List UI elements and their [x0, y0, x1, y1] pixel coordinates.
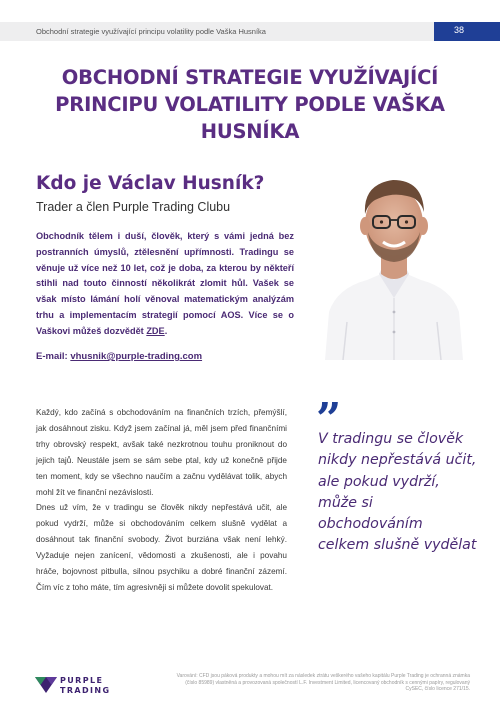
page-number: 38	[454, 25, 465, 35]
body-paragraph-2: Dnes už vím, že v tradingu se člověk nikdy nepřestává učit, ale pokud vydrží, může si obchodováním celkem slušně vydělat a dosáhnout tak finanční svobody. Život burziána však není lehký. Vyžaduje nejen zanícení, vědomosti a zkušenosti, ale i povahu hráče, bojovnost pitbulla, silnou psychiku a dobré finanční zázemí. Čím víc z toho máte, tím agresivněji si můžete dovolit spekulovat.	[36, 503, 287, 592]
profile-more-link[interactable]: ZDE	[146, 325, 165, 336]
profile-intro-text: Obchodník tělem i duší, člověk, který s vámi jedná bez postranních úmyslů, ztělesnění upřímnosti. Tradingu se věnuje už více než 10 let, což je doba, za kterou by někteří stihli nad touto činností několikrát zlomit hůl. Vašek se však místo lámání holí věnoval matematickým analýzám trhu a implementacím strategií pomocí AOS. Více se o Vaškovi můžeš dozvědět	[36, 231, 294, 336]
profile-heading: Kdo je Václav Husník?	[36, 173, 265, 194]
email-line	[36, 351, 202, 362]
footer-disclaimer: Varování: CFD jsou páková produkty a mohou mít za následek ztrátu veškerého vašeho kapitálu Purple Trading je ochranná známka (číslo 85989) vlastněná a provozovaná společností L.F. Investment Limited, licencovaný obchodník s cennými papíry, regulovaný CySEC, číslo licence 271/15.	[176, 673, 470, 693]
pull-quote: V tradingu se člověk nikdy nepřestává učit, ale pokud vydrží, může si obchodováním celkem slušně vydělat	[318, 431, 477, 554]
page-number-box	[434, 22, 500, 41]
page-title: OBCHODNÍ STRATEGIE VYUŽÍVAJÍCÍ PRINCIPU VOLATILITY PODLE VAŠKA HUSNÍKA	[55, 66, 445, 143]
profile-intro	[36, 229, 294, 340]
body-paragraph-1: Každý, kdo začíná s obchodováním na finančních trzích, přemýšlí, jak dosáhnout zisku. Když jsem začínal já, měl jsem před finančními trhy obrovský respekt, avšak také nezkrotnou touhu proniknout do jejich tajů. Neustále jsem se sám sebe ptal, kdy už konečně přijde ten moment, kdy se všechno naučím a začnu vydělávat tolik, abych mohl žít ve finanční nezávislosti.	[36, 408, 287, 497]
logo-wordmark	[60, 676, 111, 696]
portrait-photo	[323, 162, 464, 360]
logo-line-1: PURPLE	[60, 676, 104, 685]
quote-mark-icon: ”	[316, 394, 342, 445]
logo-line-2: TRADING	[60, 686, 111, 695]
profile-role: Trader a člen Purple Trading Clubu	[36, 200, 231, 214]
email-label: E-mail:	[36, 351, 68, 362]
profile-intro-end: .	[164, 325, 168, 336]
email-link[interactable]: vhusnik@purple-trading.com	[70, 351, 203, 362]
purple-trading-logo-icon	[35, 675, 57, 695]
header-title: Obchodní strategie využívající principu volatility podle Vaška Husníka	[36, 27, 266, 36]
